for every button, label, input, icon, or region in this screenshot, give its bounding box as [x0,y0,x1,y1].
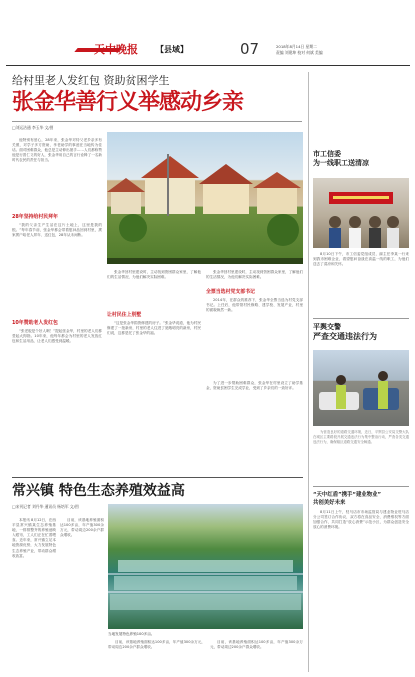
news-brief-1-title: 市工信委 [313,150,341,158]
lead-headline: 张金华善行义举感动乡亲 [12,89,244,115]
lower-byline: □宋刊记者 刘丹华 通讯员 杨培军 文/图 [12,504,79,509]
newspaper-name: 天中晚报 [94,43,138,56]
lower-body-left: 本报讯 8月12日，在西平县常兴镇某生态养殖基地，一排排整齐的养殖池映入眼帘，工人们正在忙着喂食。近年来，常兴镇立足本地资源优势，大力发展特色生态养殖产业，带动群众增收致富。 [12,518,56,558]
village-houses-illustration [107,132,303,264]
proof-credit: 校对 何斌 [297,50,314,55]
news-brief-1-body: 8月10日下午，市工信委党组成员、副主任李某一行来到我市困难企业，看望慰问奋战在高温一线的职工，为他们送去了清凉和关怀。 [313,252,409,267]
para-assistance: 张金华回村里建设时，主动找到资困群众家里，了解他们的生活情况，为他们解决实际困难。 [107,270,201,280]
para-villas: “这是张金华捐资修建的房子。”张金华说道，他为村民修建了一批新房，村里的老人住进了宽敞明亮的新房，村民们说，这都是托了张金华的福。 [107,321,201,336]
news-brief-2-photo [313,350,409,426]
masthead-rule [6,65,410,66]
lower-body-right: 目前，该基地养殖面积达100多亩，年产值300余万元，带动周边200余户群众增收。 [108,640,205,650]
fish-pond-illustration [108,504,303,629]
traffic-police-illustration [313,350,409,426]
para-new-year: “我的父亲生产生活在这片土地上，这里是我的根。”每年春节前，张金华都会带着慰问品回到村里，挨家挨户给老人拜年、送红包，28年从未间断。 [12,223,102,238]
para-support: 张金华回村里建设时，主动找到资困群众家里，了解他们的生活情况，为他们解决实际困难。 [206,270,303,280]
news-brief-3-subtitle: 共创美好未来 [313,500,346,506]
right-divider-1 [313,318,409,319]
lower-body-mid: 目前，该基地养殖面积达100多亩，年产值300余万元，带动周边200余户群众增收。 [60,518,104,538]
para-scholarship: 为了进一步帮助困难群众，张金华在村里设立了助学基金，资助贫困学生完成学业，受到了乡亲们的一致好评。 [206,381,303,391]
news-brief-1-subtitle: 为一线职工送清凉 [313,159,369,167]
para-party-secretary: 2014年，在群众的推荐下，张金华全票当选为村党支部书记。上任后，他带领村民修路、建学校、发展产业，村里的面貌焕然一新。 [206,298,303,313]
right-divider-2 [313,486,409,487]
news-brief-3-body: 8月11日上午，驻马店市市场监管局与建业物业驻马店分公司签订合作协议，双方将在食品安全、消费维权等方面加强合作，共同打造“放心消费”示范小区，为群众创造安全放心的消费环境。 [313,510,409,530]
lower-photo-caption: 当地发展特色养殖100多亩。 [108,632,155,636]
subhead-new-year: 28年坚持给村民拜年 [12,214,58,220]
news-brief-2-body: 为营造良好的道路交通环境，近日，平舆县公安局交警大队在城区主要路段开展交通违法行为集中整治行动，严查各类交通违法行为，确保辖区道路交通安全畅通。 [313,430,409,445]
news-brief-3 [313,491,409,507]
lead-rule [12,121,302,122]
section-name: 【县域】 [156,45,188,54]
masthead-info [276,44,415,56]
issue-weekday: 星期二 [305,44,317,49]
lead-photo [107,132,303,264]
subhead-party-secretary: 全票当选村党支部书记 [206,289,255,295]
lead-kicker: 给村里老人发红包 资助贫困学生 [12,74,170,87]
lower-photo [108,504,303,629]
right-column-divider [308,72,309,672]
lead-intro: 他特别有爱心，28年来，张金华对待父老乡亲多有关照，对学子多方资助，孝老助学的事迹在当地传为佳话。面对困难群众，他总是主动伸出援手……人们都称赞他是行善仁义的好人，张金华用自己的言行诠释了一名新时代农民的责任与担当。 [12,138,102,163]
news-brief-1 [313,150,409,168]
design-credit: 美编 [315,50,323,55]
lower-story-rule [12,477,303,478]
page-number: 07 [240,40,260,58]
lead-photo-caption-bar [107,258,303,264]
news-brief-3-title: “天中红盾”携手“建业物业” [313,492,382,498]
lead-byline: □刘运洁通 李玉华 文/图 [12,125,54,130]
lower-headline: 常兴镇 特色生态养殖效益高 [12,483,185,499]
news-brief-1-photo [313,178,409,248]
banner-event-illustration [313,178,409,248]
newspaper-logo [76,41,156,61]
para-red-envelope: “张老板是个好人啊！”提起张金华，村里的老人们都竖起大拇指。10年来，他每年都会为村里的老人发放红包和生活用品，让老人们感受到温暖。 [12,329,102,344]
editor-credit: 责编 刘建坤 [276,50,297,55]
news-brief-2-title: 平舆交警 [313,323,341,331]
lower-body-far-right: 目前，该基地养殖面积达100多亩，年产值300余万元，带动周边200余户群众增收。 [210,640,303,650]
subhead-villas: 让村民住上别墅 [107,312,142,318]
news-brief-2-subtitle: 严查交通违法行为 [313,332,377,341]
issue-date: 2018年8月14日 [276,44,305,49]
subhead-red-envelope: 10年赞助老人发红包 [12,320,58,326]
news-brief-2 [313,323,409,342]
masthead [6,40,410,66]
